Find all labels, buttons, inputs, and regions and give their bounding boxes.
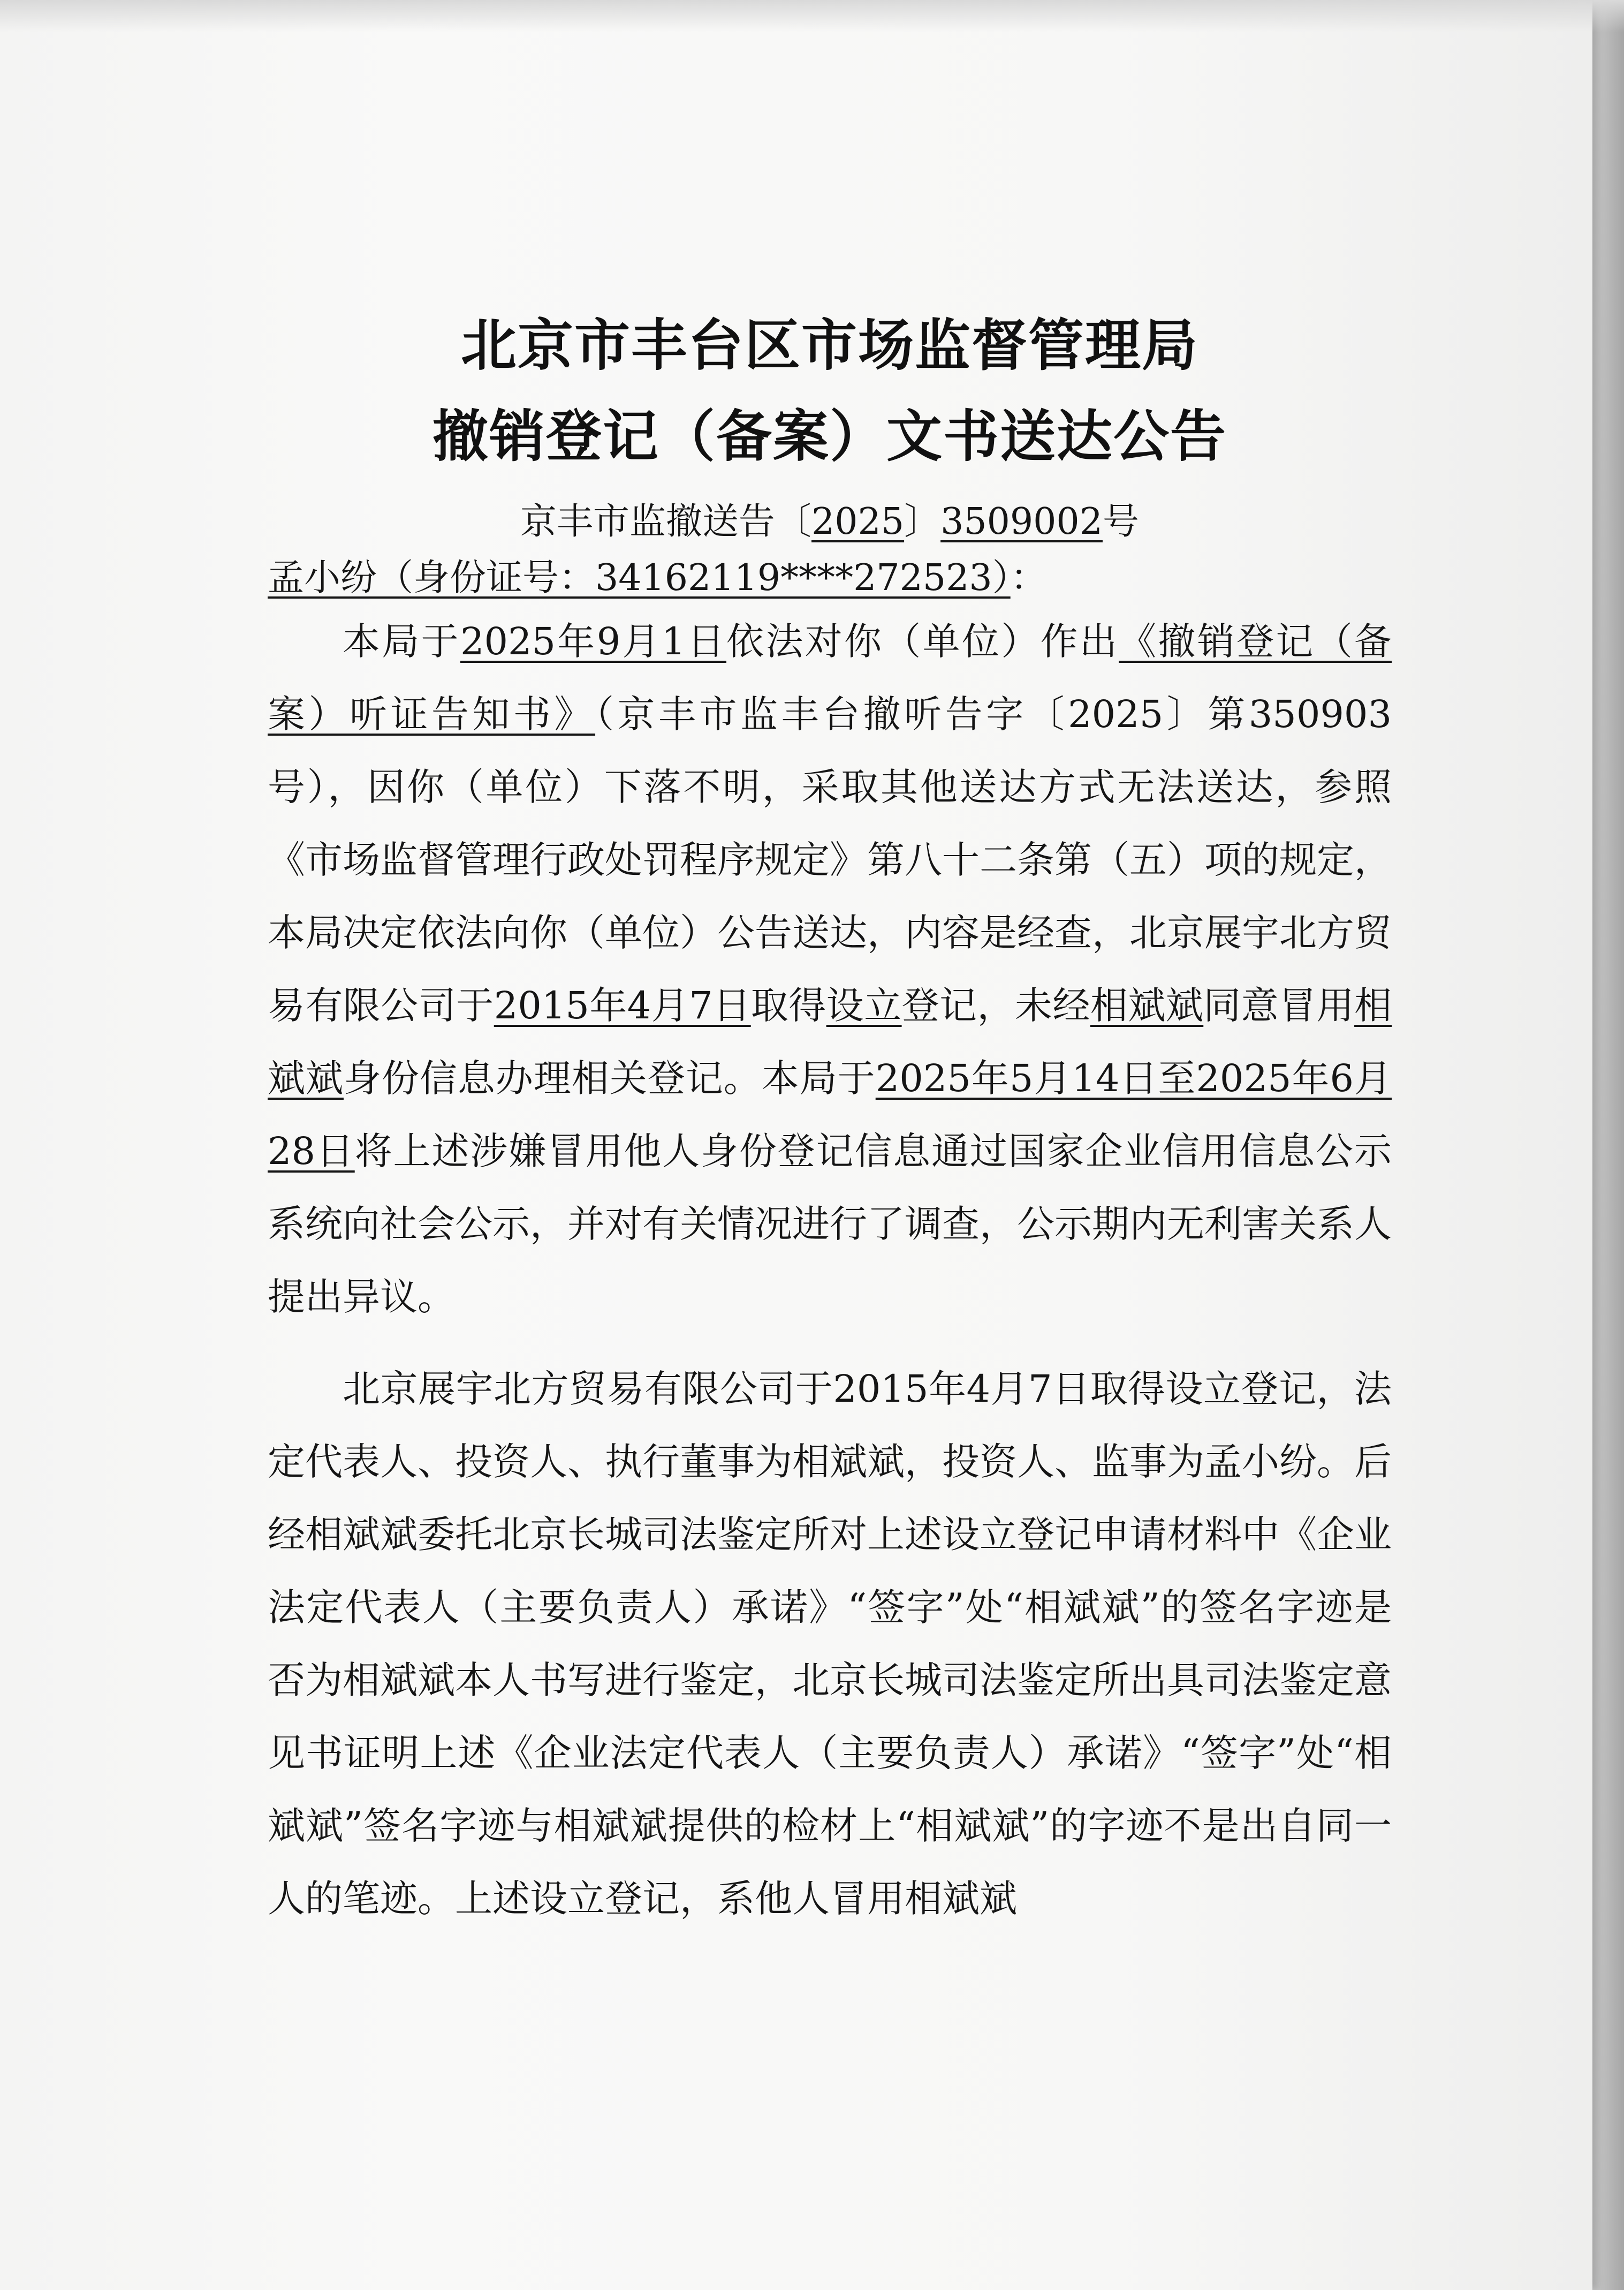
para1-person-2: 相斌斌 [268, 984, 1392, 1100]
document-title-line2: 撤销登记（备案）文书送达公告 [432, 404, 1227, 469]
paragraph-2: 北京展宇北方贸易有限公司于2015年4月7日取得设立登记，法定代表人、投资人、执行董事为相斌斌，投资人、监事为孟小纷。后经相斌斌委托北京长城司法鉴定所对上述设立登记申请材料中《企业法定代表人（主要负责人）承诺》“签字”处“相斌斌”的签名字迹是否为相斌斌本人书写进行鉴定，北京长城司法鉴定所出具司法鉴定意见书证明上述《企业法定代表人（主要负责人）承诺》“签字”处“相斌斌”签名字迹与相斌斌提供的检材上“相斌斌”的字迹不是出自同一人的笔迹。上述设立登记，系他人冒用相斌斌 [268, 1367, 1392, 1921]
para1-person-1: 相斌斌 [1090, 984, 1204, 1027]
para1-date-registration: 2015年4月7日 [494, 984, 751, 1027]
para1-document-name: 《撤销登记（备案）听证告知书》 [268, 619, 1392, 736]
para1-registration-type: 设立 [826, 984, 902, 1027]
para1-text-5: 登记，未经 [901, 984, 1090, 1027]
para1-text-3: （京丰市监丰台撤听告字〔2025〕第350903号），因你（单位）下落不明，采取其他送达方式无法送达，参照《市场监督管理行政处罚程序规定》第八十二条第（五）项的规定，本局决定依法向你（单位）公告送达，内容是经查，北京展宇北方贸易有限公司于 [268, 692, 1392, 1027]
doc-number-serial: 3509002 [940, 501, 1103, 543]
addressee-colon: ： [1010, 557, 1047, 599]
doc-number-year: 2025 [811, 501, 905, 543]
background-edge [1592, 0, 1624, 2290]
para1-text-8: 将上述涉嫌冒用他人身份登记信息通过国家企业信用信息公示系统向社会公示，并对有关情况进行了调查，公示期内无利害关系人提出异议。 [268, 1129, 1392, 1319]
para1-text-2: 依法对你（单位）作出 [726, 619, 1119, 663]
document-body [268, 300, 1392, 1935]
addressee [268, 551, 1392, 605]
addressee-name: 孟小纷（身份证号：34162119****272523） [268, 557, 1011, 599]
page-top-shadow [0, 0, 1624, 32]
para1-publicity-period: 2025年5月14日至2025年6月28日 [268, 1056, 1392, 1173]
para1-text-1: 本局于 [343, 619, 460, 663]
doc-number-prefix: 京丰市监撤送告〔 [520, 501, 812, 543]
para1-text-6: 同意冒用 [1203, 984, 1355, 1027]
para1-text-4: 取得 [750, 984, 826, 1027]
paragraph-1 [268, 605, 1392, 1333]
document-title-line1: 北京市丰台区市场监督管理局 [460, 313, 1198, 378]
para1-text-7: 身份信息办理相关登记。本局于 [343, 1056, 876, 1100]
doc-number-mid: 〕 [904, 501, 941, 543]
doc-number-suffix: 号 [1102, 501, 1139, 543]
document-number [268, 493, 1392, 551]
para1-date-notice: 2025年9月1日 [460, 619, 727, 663]
